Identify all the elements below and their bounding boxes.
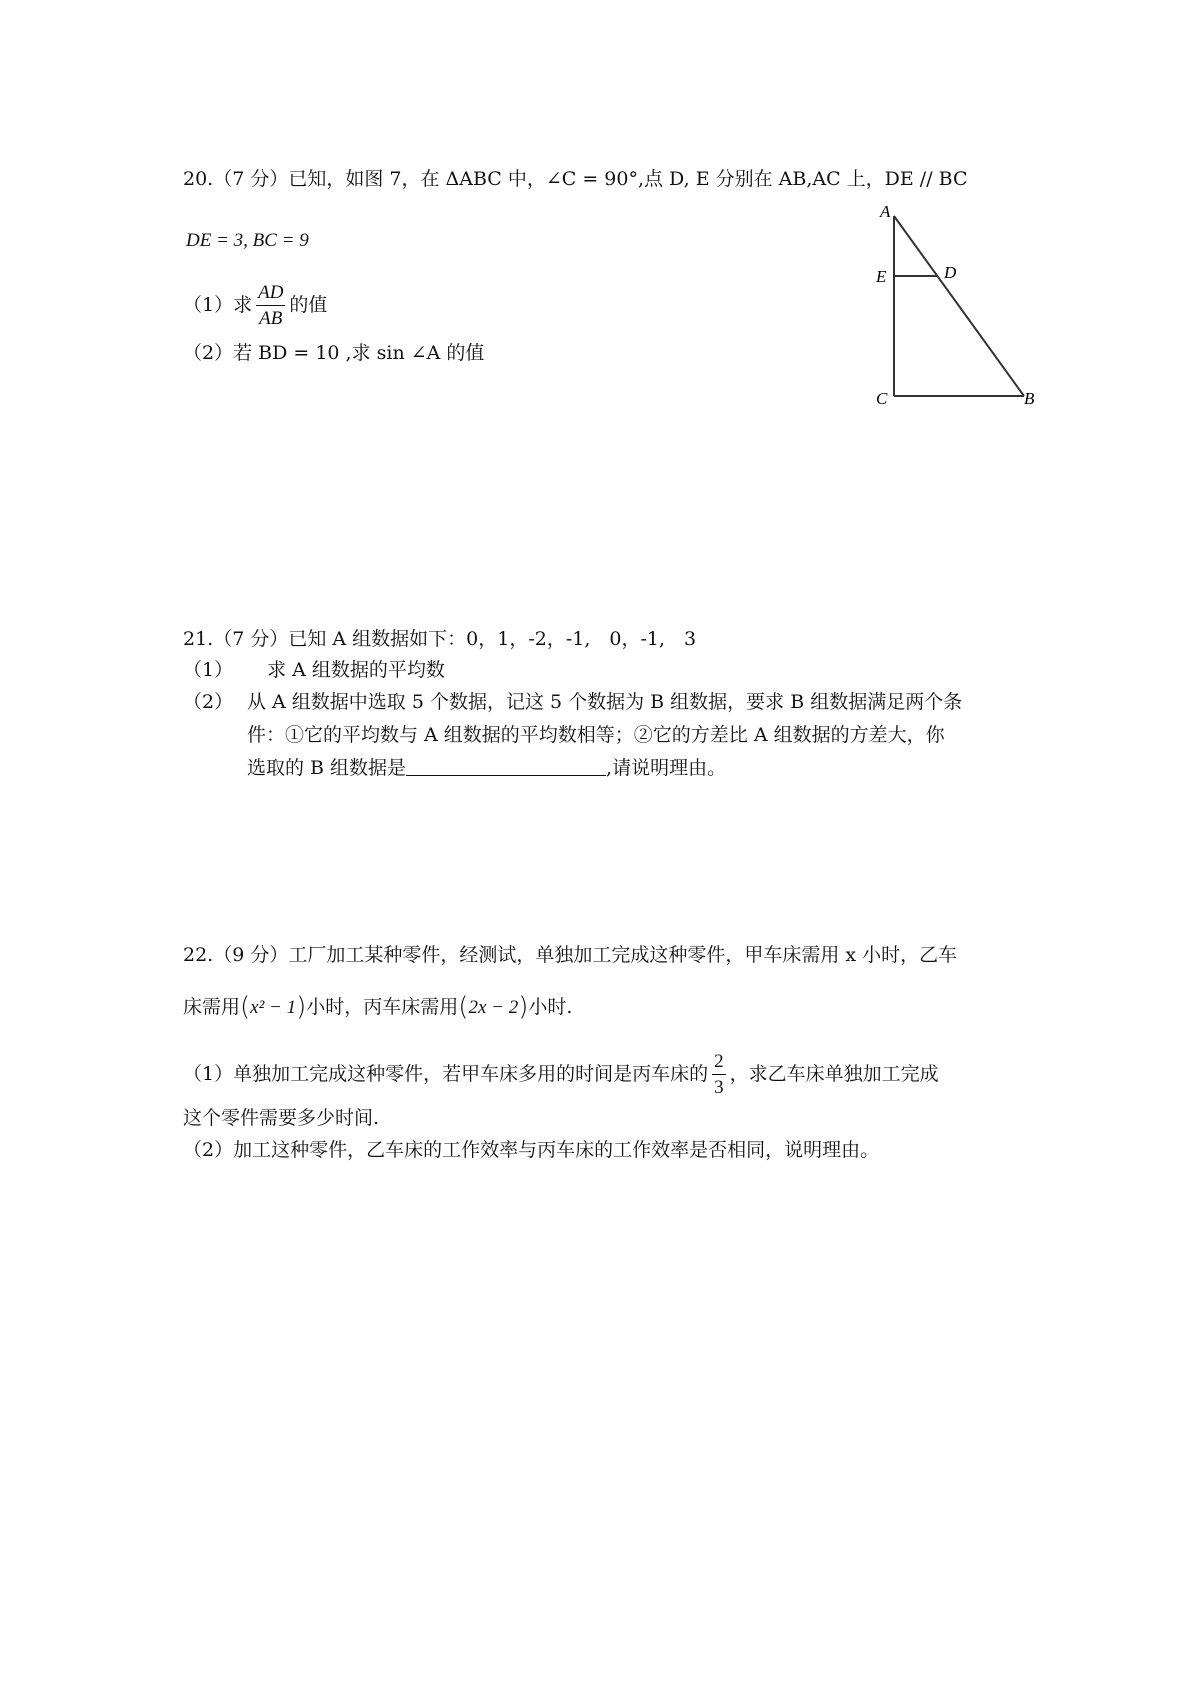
q22-line2-c: 小时. bbox=[528, 996, 573, 1018]
q20-stem-text: 20.（7 分）已知，如图 7，在 ΔABC 中，∠C = 90°,点 D, E 分别在 AB,AC 上，DE // BC bbox=[183, 168, 968, 190]
q20-part1-fraction bbox=[256, 283, 285, 329]
q21-part2-text-3-suffix: ,请说明理由。 bbox=[606, 757, 727, 779]
q22-part2-text: （2）加工这种零件，乙车床的工作效率与丙车床的工作效率是否相同，说明理由。 bbox=[183, 1139, 880, 1161]
q21-part2-text-2: 件：①它的平均数与 A 组数据的平均数相等；②它的方差比 A 组数据的方差大，你 bbox=[247, 724, 945, 746]
q22-part1 bbox=[183, 1052, 939, 1098]
q21-part2-text-3-prefix: 选取的 B 组数据是 bbox=[247, 757, 407, 779]
fraction-denominator: 3 bbox=[714, 1076, 724, 1098]
q20-given-text: DE = 3, BC = 9 bbox=[186, 230, 309, 251]
q22-stem bbox=[183, 946, 957, 965]
q20-part1 bbox=[183, 283, 327, 329]
q22-part1-line2 bbox=[183, 1109, 379, 1128]
q21-part1-number: （1） bbox=[183, 659, 234, 681]
right-paren-icon: ) bbox=[296, 992, 307, 1022]
q22-stem-line2 bbox=[183, 994, 572, 1020]
answer-blank[interactable] bbox=[406, 759, 606, 776]
q21-part2-line3 bbox=[247, 759, 726, 778]
q20-part2-text: （2）若 BD = 10 ,求 sin ∠A 的值 bbox=[183, 342, 485, 364]
left-paren-icon: ( bbox=[240, 992, 251, 1022]
q21-stem-text: 21.（7 分）已知 A 组数据如下：0，1，-2，-1, 0，-1, 3 bbox=[183, 628, 697, 650]
figure-7-triangle-diagram bbox=[872, 206, 1042, 406]
q22-part1-fraction bbox=[712, 1052, 726, 1098]
q21-part2-text-1: 从 A 组数据中选取 5 个数据，记这 5 个数据为 B 组数据，要求 B 组数据满足两个条 bbox=[247, 691, 963, 713]
q21-part1-text: 求 A 组数据的平均数 bbox=[267, 659, 445, 681]
q22-expr-yi: x² − 1 bbox=[250, 997, 297, 1018]
q21-part2-number-row bbox=[183, 693, 233, 712]
q21-part2-number: （2） bbox=[183, 691, 234, 713]
q22-line2-a: 床需用 bbox=[183, 996, 241, 1018]
fraction-denominator: AB bbox=[259, 307, 283, 329]
q20-part1-suffix: 的值 bbox=[289, 293, 328, 316]
q22-part1-prefix: （1）单独加工完成这种零件，若甲车床多用的时间是丙车床的 bbox=[183, 1062, 709, 1085]
left-paren-icon: ( bbox=[458, 992, 469, 1022]
point-label-d: D bbox=[944, 263, 957, 282]
q21-part1 bbox=[183, 661, 445, 680]
q20-part1-prefix: （1）求 bbox=[183, 293, 253, 316]
q22-part1-text-2: 这个零件需要多少时间. bbox=[183, 1107, 380, 1129]
fraction-numerator: 2 bbox=[712, 1052, 726, 1075]
q20-given bbox=[186, 231, 309, 250]
q22-line2-b: 小时，丙车床需用 bbox=[306, 996, 459, 1018]
point-label-b: B bbox=[1024, 389, 1035, 406]
q20-part2 bbox=[183, 344, 484, 363]
q20-stem bbox=[183, 170, 968, 189]
point-label-e: E bbox=[876, 267, 887, 286]
point-label-c: C bbox=[876, 389, 888, 406]
q22-part2 bbox=[183, 1141, 879, 1160]
point-label-a: A bbox=[880, 206, 891, 221]
q22-stem-text: 22.（9 分）工厂加工某种零件，经测试，单独加工完成这种零件，甲车床需用 x 小时，乙车 bbox=[183, 944, 958, 966]
fraction-numerator: AD bbox=[256, 283, 285, 306]
segment-ab bbox=[894, 216, 1024, 396]
right-paren-icon: ) bbox=[518, 992, 529, 1022]
q21-part2-line2 bbox=[247, 726, 945, 745]
q22-part1-suffix: ，求乙车床单独加工完成 bbox=[729, 1062, 939, 1085]
q22-expr-bing: 2x − 2 bbox=[468, 997, 519, 1018]
q21-stem bbox=[183, 630, 696, 649]
q21-part2-line1 bbox=[247, 693, 962, 712]
